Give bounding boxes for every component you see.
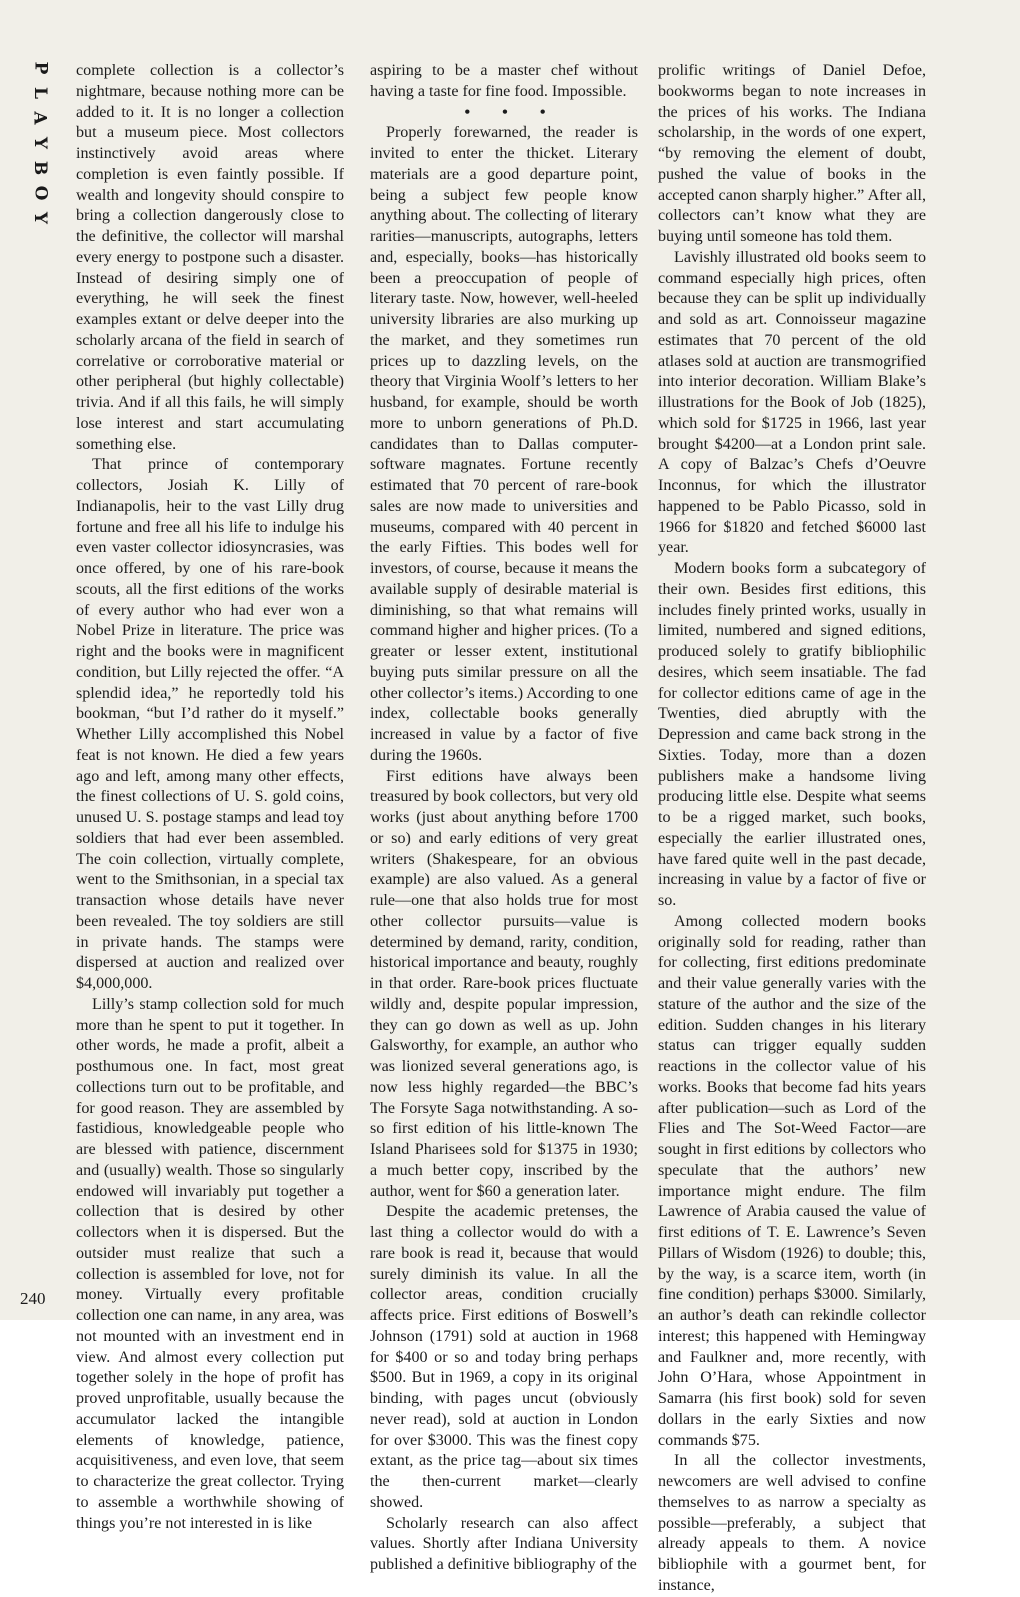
masthead-letter: A: [29, 111, 50, 125]
masthead-letter: Y: [29, 136, 50, 150]
page-number: 240: [20, 1289, 46, 1308]
paragraph: complete collection is a collector’s nightmare, because nothing more can be added to it. It is no longer a collection but a museum piece. Most collectors instinctively avoid areas where completion is even faintly possible. If wealth and longevity should conspire to bring a collection dangerously close to the definitive, the collector will marshal every energy to postpone such a disaster. Instead of desiring simply one of everything, he will seek the finest examples extant or delve deeper into the scholarly arcana of the field in search of correlative or corroborative material or other peripheral (but highly collectable) trivia. And if all this fails, he will simply lose interest and start accumulating something else.: [76, 62, 344, 453]
paragraph: In all the collector investments, newcomers are well advised to confine themselves to as narrow a specialty as possible—preferably, a subject that already appeals to them. A novice bibliophile with a gourmet bent, for instance,: [658, 1452, 926, 1594]
paragraph: Lilly’s stamp collection sold for much more than he spent to put it together. In other words, he made a profit, albeit a posthumous one. In fact, most great collections turn out to be profitable, and for good reason. They are assembled by fastidious, knowledgeable people who are blessed with patience, discernment and (usually) wealth. Those so singularly endowed will invariably put together a collection that is desired by other collectors when it is dispersed. But the outsider must realize that such a collection is assembled for love, not for money. Virtually every profitable collection one can name, in any area, was not mounted with an investment end in view. And almost every collection put together solely in the hope of profit has proved unprofitable, usually because the accumulator lacked the intangible elements of knowledge, patience, acquisitiveness, and even love, that seem to characterize the great collector. Trying to assemble a worthwhile showing of things you’re not interested in is like: [76, 995, 344, 1532]
paragraph: Among collected modern books originally sold for reading, rather than for collecting, first editions predominate and their value generally varies with the stature of the author and the size of the edition. Sudden changes in his literary status can trigger equally sudden reactions in the collector value of his works. Books that become fad hits years after publication—such as Lord of the Flies and The Sot-Weed Factor—are sought in first editions by collectors who speculate that the authors’ new importance might endure. The film Lawrence of Arabia caused the value of first editions of T. E. Lawrence’s Seven Pillars of Wisdom (1926) to double; this, by the way, is a scarce item, worth (in fine condition) perhaps $3000. Similarly, an author’s death can rekindle collector interest; this happened with Hemingway and Faulkner and, more recently, with John O’Hara, whose Appointment in Samarra (his first book) sold for seven dollars in the early Sixties and now commands $75.: [658, 912, 926, 1449]
paragraph: Scholarly research can also affect values. Shortly after Indiana University published a definitive bibliography of the: [370, 1514, 638, 1573]
paragraph: Modern books form a subcategory of their own. Besides first editions, this includes finely printed works, usually in limited, numbered and signed editions, produced solely to gratify bibliophilic desires, which seem insatiable. The fad for collector editions came of age in the Twenties, died abruptly with the Depression and came back strong in the Sixties. Today, more than a dozen publishers make a handsome living producing little else. Despite what seems to be a rigged market, such books, especially the earlier illustrated ones, have fared quite well in the past decade, increasing in value by a factor of five or so.: [658, 560, 926, 909]
paragraph: Lavishly illustrated old books seem to command especially high prices, often because they can be split up individually and sold as art. Connoisseur magazine estimates that 70 percent of the old atlases sold at auction are transmogrified into interior decoration. William Blake’s illustrations for the Book of Job (1825), which sold for $1725 in 1966, last year brought $4200—at a London print sale. A copy of Balzac’s Chefs d’Oeuvre Inconnus, for which the illustrator happened to be Pablo Picasso, sold in 1966 for $1820 and fetched $6000 last year.: [658, 248, 926, 557]
paragraph: That prince of contemporary collectors, Josiah K. Lilly of Indianapolis, heir to the vast Lilly drug fortune and free all his life to indulge his even vaster collector idiosyncrasies, was once offered, by one of his rare-book scouts, all the first editions of the works of every author who had ever won a Nobel Prize in literature. The price was right and the books were in magnificent condition, but Lilly rejected the offer. “A splendid idea,” he reportedly told his bookman, “but I’d rather do it myself.” Whether Lilly accomplished this Nobel feat is not known. He died a few years ago and left, among many other effects, the finest collections of U. S. gold coins, unused U. S. postage stamps and lead toy soldiers that had ever been assembled. The coin collection, virtually complete, went to the Smithsonian, in a special tax transaction whose details have never been revealed. The toy soldiers are still in private hands. The stamps were dispersed at auction and realized over $4,000,000.: [76, 456, 344, 992]
paragraph: Properly forewarned, the reader is invited to enter the thicket. Literary materials are a good departure point, being a subject few people know anything about. The collecting of literary rarities—manuscripts, autographs, letters and, especially, books—has historically been a preoccupation of people of literary taste. Now, however, well-heeled university libraries are also murking up the market, and they sometimes run prices up to dazzling levels, on the theory that Virginia Woolf’s letters to her husband, for example, should be worth more to unborn generations of Ph.D. candidates than to Dallas computer-software magnates. Fortune recently estimated that 70 percent of rare-book sales are now made to universities and museums, compared with 40 percent in the early Fifties. This bodes well for investors, of course, because it means the available supply of desirable material is diminishing, so that what remains will command higher and higher prices. (To a greater or lesser extent, institutional buying puts similar pressure on all the other collector’s items.) According to one index, collectable books generally increased in value by a factor of five during the 1960s.: [370, 124, 638, 764]
magazine-masthead: [30, 58, 50, 228]
masthead-letter: Y: [29, 211, 50, 225]
text-column-3: [658, 61, 926, 1597]
paragraph: First editions have always been treasured by book collectors, but very old works (just about anything before 1700 or so) and early editions of very great writers (Shakespeare, for an obvious example) are also valued. As a general rule—one that also holds true for most other collector pursuits—value is determined by demand, rarity, condition, historical importance and beauty, roughly in that order. Rare-book prices fluctuate wildly and, despite popular impression, they can go down as well as up. John Galsworthy, for example, an author who was lionized several generations ago, is now less highly regarded—the BBC’s The Forsyte Saga notwithstanding. A so-so first edition of his little-known The Island Pharisees sold for $1375 in 1930; a much better copy, inscribed by the author, went for $60 a generation later.: [370, 767, 638, 1200]
section-divider: • • •: [464, 103, 560, 121]
masthead-letter: O: [30, 185, 50, 201]
paragraph: prolific writings of Daniel Defoe, bookworms began to note increases in the prices of his works. The Indiana scholarship, in the words of one expert, “by removing the element of doubt, pushed the value of books in the accepted canon sharply higher.” After all, collectors can’t know what they are buying until someone has told them.: [658, 62, 926, 245]
paragraph: aspiring to be a master chef without having a taste for fine food. Impossible.: [370, 62, 638, 100]
masthead-letter: L: [29, 87, 50, 99]
paragraph: Despite the academic pretenses, the last thing a collector would do with a rare book is read it, because that would surely diminish its value. In all the collector areas, condition crucially affects price. First editions of Boswell’s Johnson (1791) sold at auction in 1968 for $400 or so and today bring perhaps $500. But in 1969, a copy in its original binding, with pages uncut (obviously never read), sold at auction in London for over $3000. This was the finest copy extant, as the price tag—about six times the then-current market—clearly showed.: [370, 1203, 638, 1511]
text-column-1: [76, 61, 344, 1534]
masthead-letter: P: [29, 61, 50, 75]
text-column-2: [370, 61, 638, 1576]
masthead-letter: B: [30, 160, 50, 176]
